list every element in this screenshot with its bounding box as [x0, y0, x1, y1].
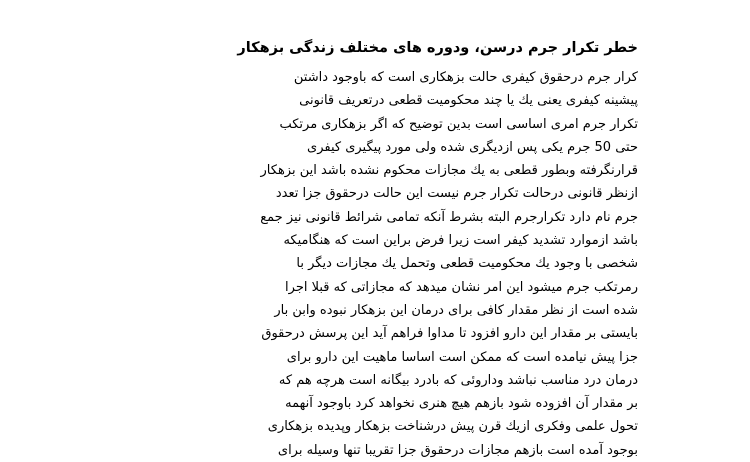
text-line: بر مقدار آن افزوده شود بازهم هیچ هنری نخواهد کرد باوجود آنهمه [285, 396, 638, 412]
text-line: قرارنگرفته وبطور قطعی به یك مجازات محکوم نشده باشد این بزهکار [260, 163, 638, 179]
text-line: باشد ازموارد تشدید کیفر است زیرا فرض براین است که هنگامیکه [283, 233, 638, 249]
text-line: تحول علمی وفکری ازیك قرن پیش درشناخت بزهکار وپدیده بزهکاری [267, 419, 638, 435]
text-line: شده است از نظر مقدار کافی برای درمان این بزهکار نبوده وابن بار [274, 302, 638, 318]
text-line: ازنظر قانونی درحالت تکرار جرم نیست این حالت درحقوق جزا تعدد [275, 186, 638, 202]
text-line: جزا پیش نیامده است که ممکن است اساسا ماهیت این دارو برای [286, 349, 638, 365]
document-title: خطر تکرار جرم درسن، ودوره های مختلف زندگی بزهکار [237, 40, 638, 56]
text-line: تکرار جرم امری اساسی است بدین توضیح که اگر بزهکاری مرتکب [279, 116, 638, 132]
text-line: رمرتکب جرم میشود این امر نشان میدهد که مجازاتی که قبلا اجرا [285, 279, 638, 295]
text-line: کرار جرم درحقوق کیفری حالت بزهکاری است که باوجود داشتن [293, 70, 638, 85]
text-line: پیشینه کیفری یعنی یك یا چند محکومیت قطعی درتعریف قانونی [299, 93, 638, 109]
document-body [118, 66, 638, 462]
text-line: بوجود آمده است بازهم مجازات درحقوق جزا تقریبا تنها وسیله برای [277, 442, 638, 458]
text-line: درمان درد مناسب نباشد وداروئی که بادرد بیگانه است هرچه هم که [278, 372, 638, 388]
text-line: بایستی بر مقدار این دارو افزود تا مداوا فراهم آید این پرسش درحقوق [261, 326, 638, 342]
text-line: حتی 50 جرم یکی پس ازدیگری شده ولی مورد پیگیری کیفری [307, 139, 638, 155]
text-line: جرم نام دارد تکرارجرم البته بشرط آنکه تمامی شرائط قانونی نیز جمع [260, 209, 638, 225]
text-line: شخصی با وجود یك محکومیت قطعی وتحمل یك مجازات دیگر با [296, 256, 638, 272]
